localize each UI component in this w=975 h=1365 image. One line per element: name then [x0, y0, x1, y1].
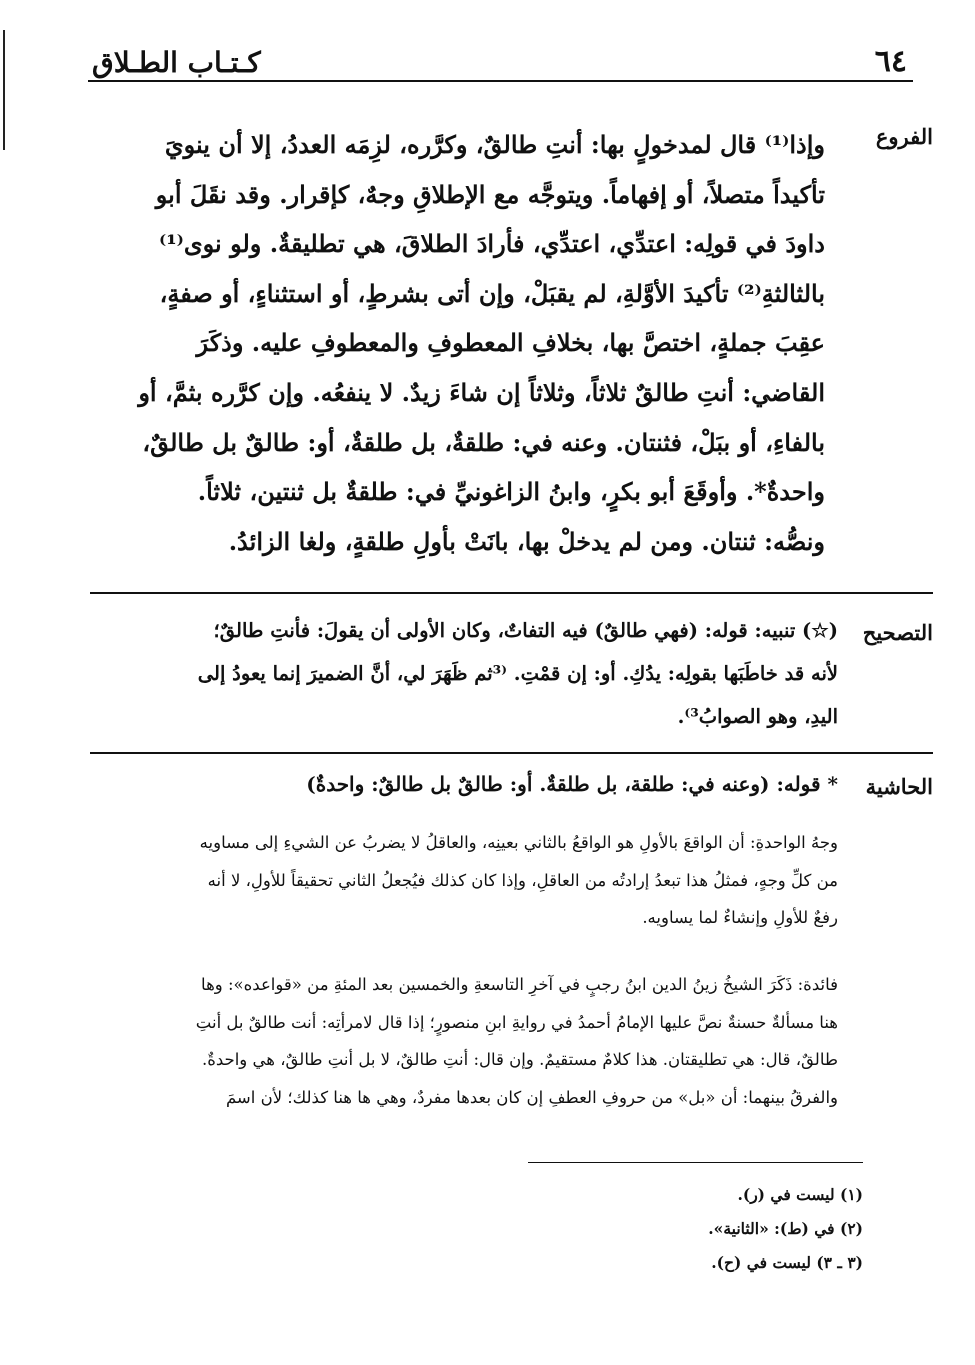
hashiya-heading-text: * قوله: (وعنه في: طلقة، بل طلقةٌ. أو: طالقٌ بل طالقٌ: واحدةٌ) [306, 772, 838, 796]
tashih-line: اليدِ، وهو الصوابُ³⁾. [677, 705, 838, 728]
main-line: بالثالثةِ⁽²⁾ تأكيدَ الأوَّلةِ، لم يقبَلْ، وإن أتى بشرطٍ، أو استثناءٍ، أو صفةٍ، [159, 278, 825, 308]
scan-edge-mark [3, 30, 5, 150]
fayida-line: فائدة: ذَكَرَ الشيخُ زينُ الدين ابنُ رجبٍ في آخرِ التاسعةِ والخمسين بعد المئةِ من «قواعده»: وها [201, 975, 838, 994]
main-line: القاضي: أنتِ طالقٌ ثلاثاً، وثلاثاً إن شاءَ زيدٌ. لا ينفعُه. وإن كرَّره بثمَّ، أو [138, 377, 825, 407]
hashiya-line: من كلِّ وجهٍ، فمثلُ هذا تبعدُ إرادتُه من العاقلِ، وإذا كان كذلك فيُجعلُ الثاني تحقيقاً للأولِ، لا أنه [207, 870, 838, 890]
main-line: تأكيداً متصلاً، أو إفهاماً. ويتوجَّه مع الإطلاقِ وجهٌ، كإقرار. وقد نقَلَ أبو [155, 179, 825, 209]
footnotes [708, 1178, 863, 1280]
main-line: وإذا⁽¹⁾ قال لمدخولٍ بها: أنتِ طالقٌ، وكرَّره، لزِمَه العددُ، إلا أن ينويَ [164, 130, 825, 159]
footnote: (١) ليست في (ر). [737, 1185, 863, 1204]
tashih-label: التصحيح [862, 620, 933, 645]
main-line: عقِبَ جملةٍ، اختصَّ بها، بخلافِ المعطوفِ والمعطوفِ عليه. وذكَرَ [196, 328, 825, 358]
hashiya-paragraph [88, 824, 838, 937]
running-header [88, 42, 913, 82]
tashih-line: (☆) تنبيه: قوله: (فهي طالقٌ) فيه التفاتٌ، وكان الأولى أن يقولَ: فأنتِ طالقٌ؛ [213, 619, 838, 642]
fayida-line: والفرقُ بينهما: أن «بل» من حروفِ العطفِ إن كان بعدها مفردٌ، وهي ها هنا كذلك؛ لأن اسمَ [225, 1087, 838, 1107]
footnote: (٣ ـ ٣) ليست في (ح). [711, 1253, 863, 1272]
hashiya-line: وجهُ الواحدةِ: أن الواقعَ بالأولِ هو الواقعُ بالثاني بعينِه، والعاقلُ لا يضربُ عن الشيءِ إلى مساويه [199, 833, 838, 852]
fayida-line: هنا مسألةٌ حسنةٌ نصَّ عليها الإمامُ أحمدُ في روايةِ ابنِ منصورٍ؛ إذا قال لامرأتِه: أنت طالقٌ بل أنتِ [195, 1012, 838, 1032]
page-number: ٦٤ [874, 44, 907, 79]
header-rule [88, 80, 913, 82]
main-line: داودَ في قولِه: اعتدِّي، اعتدِّي، فأرادَ الطلاقَ، هي تطليقةٌ. ولو نوى⁽¹⁾ [159, 229, 825, 259]
furu-label: الفروع [875, 124, 933, 149]
hashiya-line: رفعٌ للأولِ وإنشاءٌ لما يساويه. [642, 908, 838, 927]
main-line: بالفاءِ، أو ببَلْ، فثنتان. وعنه في: طلقةٌ، بل طلقةٌ، أو: طالقٌ بل طالقٌ، [142, 427, 825, 457]
chapter-title: كـتـاب الطـلاق [92, 46, 261, 79]
hashiya-heading [290, 769, 838, 799]
main-text [90, 120, 825, 566]
fayida-line: طالقٌ، قال: هي تطليقتان. هذا كلامٌ مستقيمٌ. وإن قال: أنتِ طالقٌ، لا بل أنتِ طالقٌ، هي واحدةٌ. [201, 1050, 838, 1069]
tashih-line: لأنه قد خاطَبَها بقولِه: يدُكِ. أو: إن قمْتِ. ⁽³ثم ظَهَرَ لي، أنَّ الضميرَ إنما يعودُ إلى [197, 662, 838, 685]
footnote-separator [528, 1162, 863, 1163]
fayida-paragraph [88, 966, 838, 1116]
footnote: (٢) في (ط): «الثانية». [708, 1219, 863, 1238]
main-line: ونصُّه: ثنتان. ومن لم يدخلْ بها، بانَتْ بأولِ طلقةٍ، ولغا الزائدُ. [228, 526, 825, 556]
tashih-text [90, 609, 838, 738]
section-divider [90, 592, 933, 594]
section-divider [90, 752, 933, 754]
hashiya-label: الحاشية [865, 774, 933, 799]
main-line: واحدةٌ*. وأوقَعَ أبو بكرٍ، وابنُ الزاغونيِّ في: طلقةٌ بل ثنتين، ثلاثاً. [197, 477, 825, 507]
